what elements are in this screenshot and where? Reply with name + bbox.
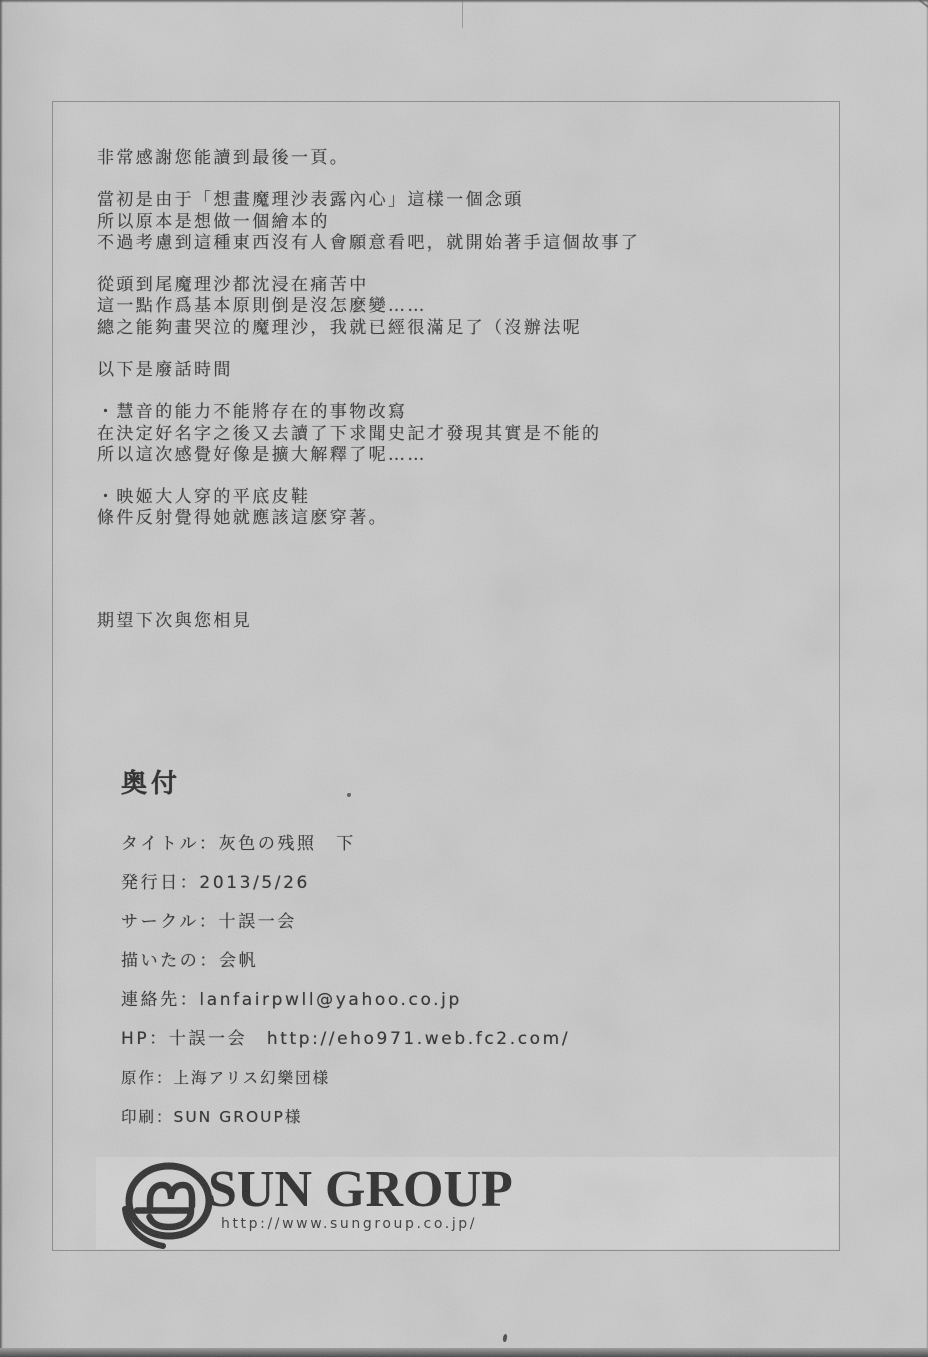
afterword-line: 非常感謝您能讀到最後一頁。: [97, 148, 350, 168]
sun-group-url: http://www.sungroup.co.jp/: [221, 1216, 478, 1232]
colophon-heading: 奥付: [121, 769, 182, 799]
afterword-line: 所以原本是想做一個繪本的: [97, 211, 330, 232]
afterword-line: 在決定好名字之後又去讀了下求聞史記才發現其實是不能的: [97, 423, 602, 444]
colophon-entry-circle: サークル：十誤一会: [121, 912, 297, 932]
afterword-paragraph: [97, 360, 640, 381]
scan-edge-bottom: [0, 1348, 928, 1357]
ink-speck: [502, 1334, 508, 1343]
afterword-paragraph: [97, 148, 640, 169]
colophon-entry-title: タイトル：灰色の残照 下: [121, 834, 356, 854]
afterword-line: 不過考慮到這種東西沒有人會願意看吧，就開始著手這個故事了: [97, 232, 641, 253]
colophon-entry-original: 原作：上海アリス幻樂団様: [121, 1069, 331, 1087]
paper-crease: [462, 0, 463, 28]
afterword-paragraph: [97, 402, 640, 466]
afterword-paragraph: [97, 275, 640, 339]
colophon-list: [121, 834, 570, 1146]
afterword-line: ・映姬大人穿的平底皮鞋: [97, 487, 311, 508]
afterword-line: 總之能夠畫哭泣的魔理沙，我就已經很滿足了（沒辦法呢: [97, 317, 582, 338]
sun-group-logo-text: SUN GROUP: [208, 1161, 513, 1218]
colophon-entry-contact: 連絡先：lanfairpwll@yahoo.co.jp: [121, 990, 462, 1010]
afterword-line: ・慧音的能力不能將存在的事物改寫: [97, 402, 408, 423]
colophon-entry-homepage: HP：十誤一会 http://eho971.web.fc2.com/: [121, 1029, 571, 1049]
afterword-line: 從頭到尾魔理沙都沈浸在痛苦中: [97, 275, 369, 296]
colophon-entry-artist: 描いたの：会帆: [121, 951, 259, 971]
afterword-line: 這一點作爲基本原則倒是沒怎麽變……: [97, 296, 427, 317]
scan-edge-top: [0, 0, 928, 3]
afterword-line: 所以這次感覺好像是擴大解釋了呢……: [97, 444, 427, 465]
colophon-entry-date: 発行日：2013/5/26: [121, 873, 310, 893]
afterword-closing-line: 期望下次與您相見: [97, 610, 253, 631]
afterword-text: [97, 148, 640, 632]
scan-edge-left: [0, 0, 3, 1357]
afterword-line: 當初是由于「想畫魔理沙表露內心」這樣一個念頭: [97, 190, 524, 211]
scan-shadow-left: [0, 0, 70, 1357]
afterword-line: 以下是廢話時間: [97, 359, 233, 380]
afterword-paragraph: [97, 190, 640, 254]
afterword-line: 條件反射覺得她就應該這麽穿著。: [97, 508, 388, 529]
afterword-paragraph: [97, 487, 640, 529]
colophon-entry-printer: 印刷：SUN GROUP様: [121, 1108, 303, 1126]
